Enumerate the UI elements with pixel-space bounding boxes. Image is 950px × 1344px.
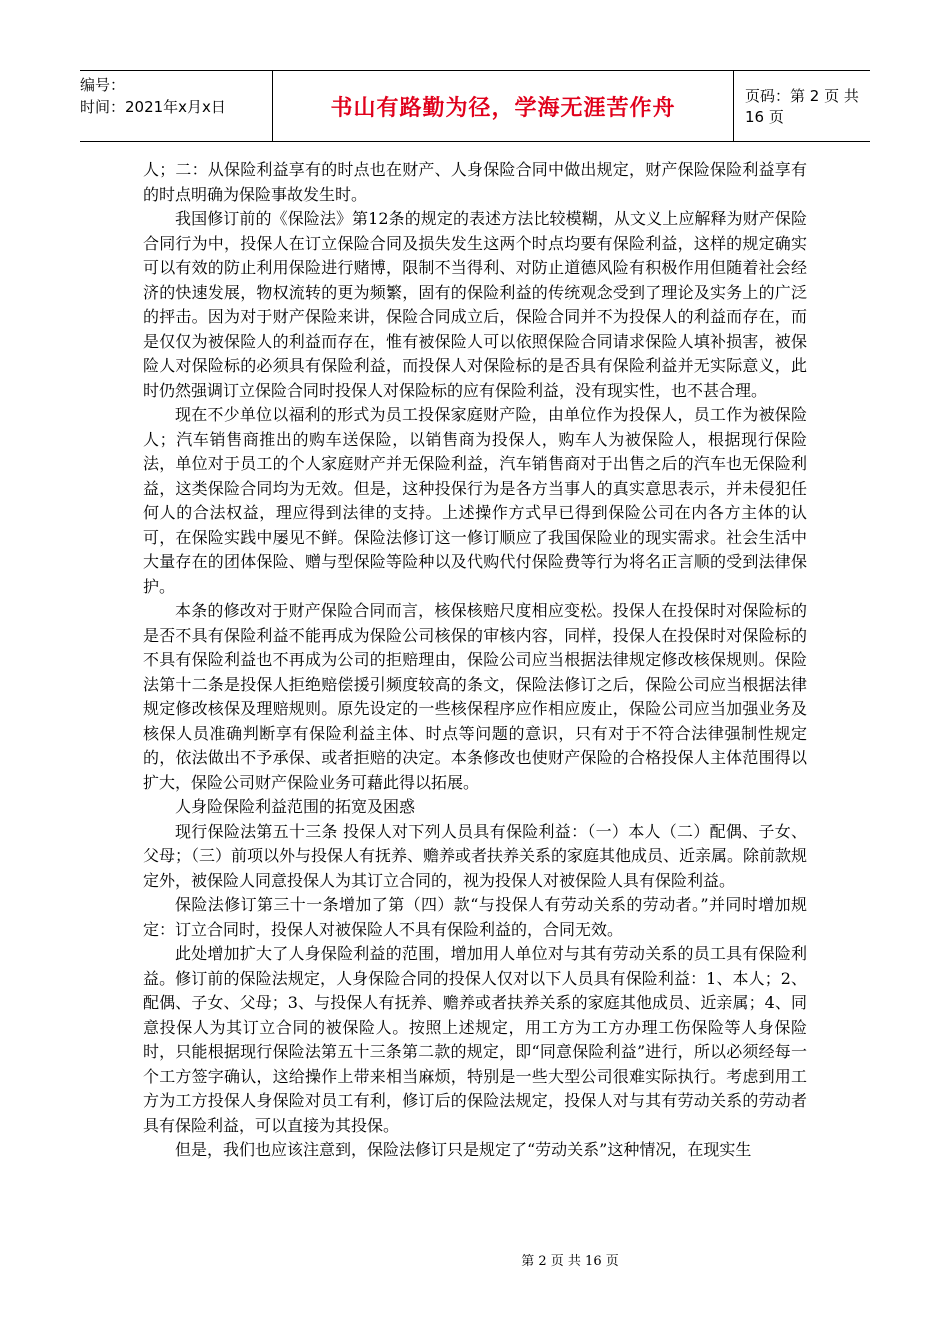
paragraph: 本条的修改对于财产保险合同而言，核保核赔尺度相应变松。投保人在投保时对保险标的是否不具有保险利益不能再成为保险公司核保的审核内容，同样，投保人在投保时对保险标的不具有保险利益也不再成为公司的拒赔理由，保险公司应当根据法律规定修改核保规则。保险法第十二条是投保人拒绝赔偿援引频度较高的条文，保险法修订之后，保险公司应当根据法律规定修改核保及理赔规则。原先设定的一些核保程序应作相应废止，保险公司应当加强业务及核保人员准确判断享有保险利益主体、时点等问题的意识，只有对于不符合法律强制性规定的，依法做出不予承保、或者拒赔的决定。本条修改也使财产保险的合格投保人主体范围得以扩大，保险公司财产保险业务可藉此得以拓展。	[143, 601, 807, 792]
paragraph: 但是，我们也应该注意到，保险法修订只是规定了“劳动关系”这种情况，在现实生	[175, 1140, 752, 1159]
header-motto: 书山有路勤为径，学海无涯苦作舟	[272, 71, 734, 141]
paragraph: 保险法修订第三十一条增加了第（四）款“与投保人有劳动关系的劳动者。”并同时增加规定：订立合同时，投保人对被保险人不具有保险利益的，合同无效。	[143, 895, 807, 939]
page-header	[80, 70, 870, 142]
paragraph: 我国修订前的《保险法》第12条的规定的表述方法比较模糊，从文义上应解释为财产保险合同行为中，投保人在订立保险合同及损失发生这两个时点均要有保险利益，这样的规定确实可以有效的防止利用保险进行赌博，限制不当得利、对防止道德风险有积极作用但随着社会经济的快速发展，物权流转的更为频繁，固有的保险利益的传统观念受到了理论及实务上的广泛的抨击。因为对于财产保险来讲，保险合同成立后，保险合同并不为投保人的利益而存在，而是仅仅为被保险人的利益而存在，惟有被保险人可以依照保险合同请求保险人填补损害，被保险人对保险标的必须具有保险利益，而投保人对保险标的是否具有保险利益并无实际意义，此时仍然强调订立保险合同时投保人对保险标的应有保险利益，没有现实性，也不甚合理。	[143, 209, 807, 400]
page-footer: 第 2 页 共 16 页	[521, 1254, 619, 1269]
document-body	[143, 158, 807, 1163]
paragraph: 此处增加扩大了人身保险利益的范围，增加用人单位对与其有劳动关系的员工具有保险利益。修订前的保险法规定，人身保险合同的投保人仅对以下人员具有保险利益：1、本人；2、配偶、子女、父母；3、与投保人有抚养、赡养或者扶养关系的家庭其他成员、近亲属；4、同意投保人为其订立合同的被保险人。按照上述规定，用工方为工方办理工伤保险等人身保险时，只能根据现行保险法第五十三条第二款的规定，即“同意保险利益”进行，所以必须经每一个工方签字确认，这给操作上带来相当麻烦，特别是一些大型公司很难实际执行。考虑到用工方为工方投保人身保险对员工有利，修订后的保险法规定，投保人对与其有劳动关系的劳动者具有保险利益，可以直接为其投保。	[143, 944, 807, 1135]
section-heading: 人身险保险利益范围的拓宽及困惑	[175, 797, 416, 816]
paragraph: 人；二：从保险利益享有的时点也在财产、人身保险合同中做出规定，财产保险保险利益享有的时点明确为保险事故发生时。	[143, 160, 807, 204]
paragraph: 现行保险法第五十三条 投保人对下列人员具有保险利益：（一）本人（二）配偶、子女、父母；（三）前项以外与投保人有抚养、赡养或者扶养关系的家庭其他成员、近亲属。除前款规定外，被保险人同意投保人为其订立合同的，视为投保人对被保险人具有保险利益。	[143, 821, 808, 890]
doc-number-label: 编号：	[80, 76, 126, 94]
doc-date: 时间：2021年x月x日	[80, 98, 226, 116]
header-page-info: 页码：第 2 页 共 16 页	[745, 87, 859, 126]
paragraph: 现在不少单位以福利的形式为员工投保家庭财产险，由单位作为投保人，员工作为被保险人；汽车销售商推出的购车送保险，以销售商为投保人，购车人为被保险人，根据现行保险法，单位对于员工的个人家庭财产并无保险利益，汽车销售商对于出售之后的汽车也无保险利益，这类保险合同均为无效。但是，这种投保行为是各方当事人的真实意思表示，并未侵犯任何人的合法权益，理应得到法律的支持。上述操作方式早已得到保险公司在内各方主体的认可，在保险实践中屡见不鲜。保险法修订这一修订顺应了我国保险业的现实需求。社会生活中大量存在的团体保险、赠与型保险等险种以及代购代付保险费等行为将名正言顺的受到法律保护。	[143, 405, 807, 596]
header-meta	[80, 71, 270, 144]
